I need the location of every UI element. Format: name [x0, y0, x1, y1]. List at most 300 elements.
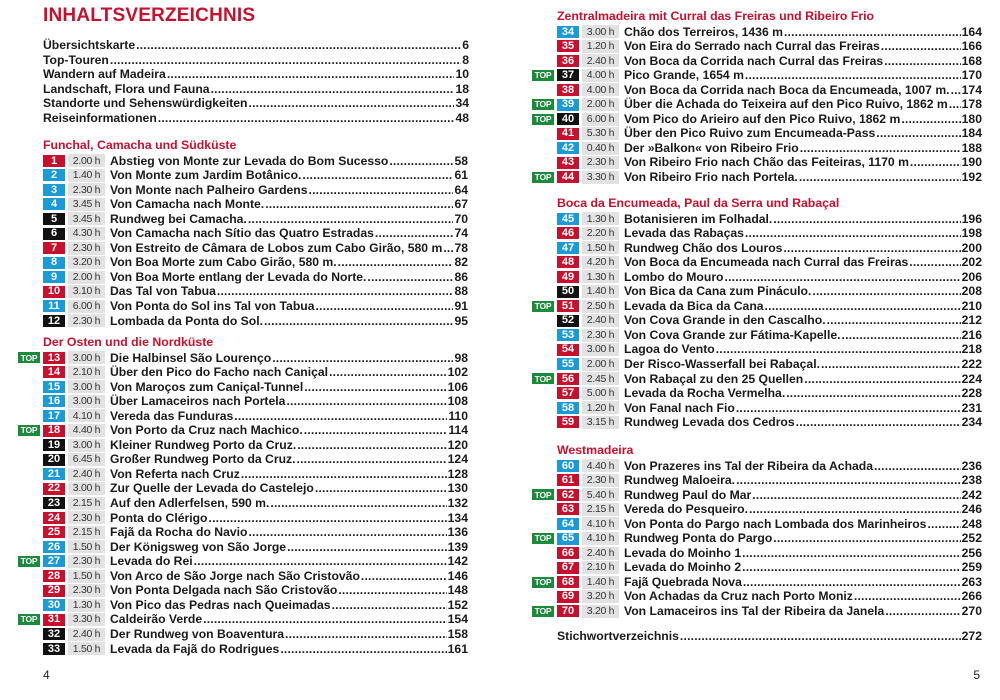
tour-number-badge: 65 [557, 533, 579, 545]
index-page: 272 [961, 629, 982, 643]
tour-entry[interactable] [18, 226, 468, 241]
tour-number-badge: 17 [43, 410, 65, 422]
tour-entry[interactable] [532, 589, 982, 604]
tour-duration: 2.30 h [582, 156, 619, 169]
tour-title: Von Estreito de Câmara de Lobos zum Cabo Girão, 580 m [110, 240, 443, 255]
tour-number-badge: 56 [557, 373, 579, 385]
tour-page: 242 [961, 487, 982, 502]
tour-duration: 2.15 h [68, 526, 105, 539]
tour-page: 164 [961, 24, 982, 39]
toc-entry[interactable] [43, 38, 469, 53]
tour-entry[interactable] [532, 546, 982, 561]
tour-page: 146 [447, 568, 468, 583]
tour-entry[interactable] [532, 473, 982, 488]
tour-page: 58 [454, 153, 468, 168]
tour-page: 202 [961, 255, 982, 270]
tour-entry[interactable] [18, 598, 468, 613]
tour-entry[interactable] [18, 496, 468, 511]
section-heading: Boca da Encumeada, Paul da Serra und Rabaçal [557, 196, 840, 210]
tour-entry[interactable] [18, 642, 468, 657]
dot-leader [217, 284, 454, 299]
toc-entry-label: Top-Touren [43, 52, 109, 67]
tour-number-badge: 28 [43, 570, 65, 582]
section-heading: Westmadeira [557, 443, 634, 457]
tour-entry[interactable] [18, 380, 468, 395]
tour-page: 180 [961, 111, 982, 126]
tour-duration: 1.30 h [582, 212, 619, 225]
dot-leader [951, 83, 961, 98]
dot-leader [949, 97, 961, 112]
tour-page: 88 [454, 284, 468, 299]
tour-entry[interactable] [532, 97, 982, 112]
tour-duration: 2.30 h [68, 511, 105, 524]
dot-leader [332, 598, 447, 613]
tour-number-badge: 63 [557, 503, 579, 515]
tour-number-badge: 27 [43, 555, 65, 567]
dot-leader [821, 357, 961, 372]
tour-number-badge: 2 [43, 169, 65, 181]
tour-title: Großer Rundweg Porto da Cruz. [110, 452, 296, 467]
tour-entry[interactable] [18, 284, 468, 299]
dot-leader [901, 112, 960, 127]
tour-duration: 4.40 h [582, 459, 619, 472]
tour-entry[interactable] [18, 627, 468, 642]
tour-page: 168 [961, 53, 982, 68]
tour-entry[interactable] [532, 284, 982, 299]
dot-leader [234, 409, 447, 424]
tour-title: Vereda do Pesqueiro. [624, 502, 748, 517]
tour-page: 174 [961, 82, 982, 97]
tour-duration: 2.30 h [582, 474, 619, 487]
tour-title: Über Lamaceiros nach Portela [110, 394, 286, 409]
dot-leader [745, 226, 961, 241]
toc-entry[interactable] [43, 82, 469, 97]
tour-entry[interactable] [18, 314, 468, 329]
tour-entry[interactable] [532, 299, 982, 314]
tour-number-badge: 18 [43, 425, 65, 437]
tour-page: 67 [454, 197, 468, 212]
tour-entry[interactable] [532, 401, 982, 416]
tour-number-badge: 24 [43, 512, 65, 524]
tour-number-badge: 39 [557, 99, 579, 111]
tour-title: Lombada da Ponta do Sol. [110, 313, 264, 328]
dot-leader [881, 39, 961, 54]
tour-number-badge: 38 [557, 84, 579, 96]
dot-leader [361, 569, 447, 584]
tour-title: Ponta do Clérigo [110, 510, 208, 525]
tour-entry[interactable] [532, 459, 982, 474]
tour-duration: 3.30 h [68, 613, 105, 626]
section-heading: Der Osten und die Nordküste [43, 335, 214, 349]
tour-title: Der »Balkon« von Ribeiro Frio [624, 140, 799, 155]
tour-duration: 3.15 h [582, 416, 619, 429]
tour-title: Der Königsweg von São Jorge [110, 539, 287, 554]
tour-title: Chão dos Terreiros, 1436 m [624, 24, 783, 39]
tour-entry[interactable] [532, 83, 982, 98]
tour-number-badge: 62 [557, 489, 579, 501]
tour-number-badge: 59 [557, 416, 579, 428]
tour-number-badge: 26 [43, 541, 65, 553]
tour-title: Von Ribeiro Frio nach Chão das Feiteiras, 1170 m [624, 155, 909, 170]
tour-entry[interactable] [532, 141, 982, 156]
tour-entry[interactable] [532, 342, 982, 357]
tour-entry[interactable] [18, 569, 468, 584]
tour-number-badge: 35 [557, 40, 579, 52]
tour-page: 196 [961, 211, 982, 226]
dot-leader [716, 342, 961, 357]
tour-entry[interactable] [532, 488, 982, 503]
tour-title: Vom Pico do Arieiro auf den Pico Ruivo, 1862 m [624, 111, 901, 126]
tour-title: Von Boca da Encumeada nach Curral das Freiras [624, 255, 909, 270]
tour-title: Von Achadas da Cruz nach Porto Moniz [624, 589, 853, 604]
toc-entry-page: 18 [455, 81, 469, 96]
tour-page: 134 [447, 510, 468, 525]
tour-title: Von Prazeres ins Tal der Ribeira da Achada [624, 458, 874, 473]
tour-entry[interactable] [18, 168, 468, 183]
tour-duration: 3.00 h [68, 351, 105, 364]
tour-duration: 3.45 h [68, 212, 105, 225]
tour-entry[interactable] [532, 25, 982, 40]
top-tour-badge: TOP [18, 352, 40, 363]
dot-leader [784, 25, 961, 40]
dot-leader [773, 531, 960, 546]
tour-number-badge: 20 [43, 454, 65, 466]
tour-page: 246 [961, 502, 982, 517]
toc-entry[interactable] [43, 67, 469, 82]
tour-entry[interactable] [18, 154, 468, 169]
tour-entry[interactable] [18, 612, 468, 627]
tour-number-badge: 31 [43, 614, 65, 626]
tour-entry[interactable] [18, 255, 468, 270]
tour-duration: 1.50 h [68, 570, 105, 583]
tour-entry[interactable] [532, 270, 982, 285]
toc-entry-page: 34 [455, 96, 469, 111]
tour-title: Von Boca da Corrida nach Curral das Freiras [624, 53, 884, 68]
tour-title: Caldeirão Verde [110, 612, 203, 627]
tour-duration: 3.30 h [582, 171, 619, 184]
toc-entry-label: Standorte und Sehenswürdigkeiten [43, 96, 248, 111]
tour-page: 114 [448, 423, 468, 438]
tour-page: 82 [454, 255, 468, 270]
tour-entry[interactable] [18, 270, 468, 285]
tour-title: Von Monte zum Jardim Botânico. [110, 168, 302, 183]
tour-duration: 2.15 h [68, 497, 105, 510]
tour-number-badge: 68 [557, 576, 579, 588]
tour-number-badge: 48 [557, 256, 579, 268]
tour-page: 74 [454, 226, 468, 241]
tour-entry[interactable] [532, 357, 982, 372]
tour-duration: 3.10 h [68, 285, 105, 298]
section-heading: Zentralmadeira mit Curral das Freiras und Ribeiro Frio [557, 9, 875, 23]
dot-leader [329, 365, 447, 380]
tour-entry[interactable] [532, 328, 982, 343]
tour-duration: 2.10 h [68, 366, 105, 379]
tour-number-badge: 42 [557, 142, 579, 154]
dot-leader [752, 488, 960, 503]
toc-entry-page: 8 [462, 52, 469, 67]
tour-duration: 2.40 h [582, 547, 619, 560]
dot-leader [375, 226, 454, 241]
tour-page: 106 [447, 379, 468, 394]
tour-entry[interactable] [18, 554, 468, 569]
page-title: INHALTSVERZEICHNIS [43, 5, 256, 26]
tour-duration: 2.30 h [68, 584, 105, 597]
tour-title: Levada do Rei [110, 554, 193, 569]
tour-entry[interactable] [532, 386, 982, 401]
tour-duration: 0.40 h [582, 142, 619, 155]
tour-page: 198 [961, 226, 982, 241]
tour-entry[interactable] [18, 467, 468, 482]
tour-duration: 2.40 h [68, 468, 105, 481]
tour-page: 166 [961, 39, 982, 54]
tour-entry[interactable] [18, 394, 468, 409]
tour-number-badge: 51 [557, 300, 579, 312]
tour-entry[interactable] [532, 575, 982, 590]
tour-title: Von Ponta do Pargo nach Lombada dos Marinheiros [624, 516, 927, 531]
tour-duration: 3.20 h [582, 590, 619, 603]
tour-title: Rundweg Maloeira. [624, 473, 736, 488]
dot-leader [680, 629, 961, 644]
tour-entry[interactable] [532, 372, 982, 387]
tour-entry[interactable] [18, 409, 468, 424]
tour-duration: 2.30 h [582, 329, 619, 342]
dot-leader [885, 604, 960, 619]
tour-title: Von Cova Grande in den Cascalho. [624, 313, 826, 328]
tour-title: Lombo do Mouro [624, 269, 724, 284]
tour-entry[interactable] [532, 241, 982, 256]
tour-entry[interactable] [532, 313, 982, 328]
dot-leader [773, 212, 960, 227]
tour-duration: 2.00 h [68, 271, 105, 284]
tour-duration: 2.30 h [68, 242, 105, 255]
dot-leader [743, 575, 961, 590]
tour-page: 216 [961, 327, 982, 342]
tour-page: 270 [961, 604, 982, 618]
tour-page: 78 [454, 240, 468, 255]
dot-leader [783, 241, 960, 256]
tour-number-badge: 7 [43, 242, 65, 254]
tour-entry[interactable] [532, 155, 982, 170]
tour-number-badge: 60 [557, 460, 579, 472]
toc-entry-label: Übersichtskarte [43, 38, 136, 52]
tour-number-badge: 45 [557, 213, 579, 225]
tour-number-badge: 3 [43, 184, 65, 196]
tour-number-badge: 49 [557, 271, 579, 283]
tour-entry[interactable] [18, 452, 468, 467]
dot-leader [736, 401, 961, 416]
dot-leader [745, 68, 961, 83]
tour-page: 136 [447, 525, 468, 540]
dot-leader [194, 554, 447, 569]
tour-number-badge: 1 [43, 155, 65, 167]
tour-number-badge: 4 [43, 198, 65, 210]
dot-leader [286, 394, 446, 409]
tour-duration: 2.40 h [582, 314, 619, 327]
tour-number-badge: 22 [43, 483, 65, 495]
dot-leader [297, 452, 447, 467]
tour-page: 222 [961, 357, 982, 371]
tour-title: Von Camacha nach Monte. [110, 197, 265, 212]
tour-page: 110 [448, 408, 468, 423]
tour-page: 95 [454, 313, 468, 328]
tour-entry[interactable] [532, 531, 982, 546]
tour-entry[interactable] [18, 525, 468, 540]
tour-entry[interactable] [18, 481, 468, 496]
tour-duration: 3.20 h [582, 605, 619, 618]
tour-entry[interactable] [18, 241, 468, 256]
tour-page: 228 [961, 386, 982, 401]
dot-leader [804, 372, 960, 387]
tour-page: 210 [961, 298, 982, 313]
toc-entry[interactable] [43, 111, 469, 126]
tour-number-badge: 16 [43, 395, 65, 407]
tour-entry[interactable] [18, 365, 468, 380]
tour-page: 108 [447, 394, 468, 409]
tour-page: 70 [454, 211, 468, 226]
tour-page: 178 [961, 97, 982, 112]
dot-leader [302, 168, 453, 183]
top-tour-badge: TOP [532, 301, 554, 312]
tour-page: 188 [961, 140, 982, 155]
tour-title: Vereda das Funduras [110, 408, 234, 423]
tour-number-badge: 41 [557, 128, 579, 140]
tour-title: Von Boca da Corrida nach Boca da Encumeada, 1007 m. [624, 82, 950, 97]
tour-entry[interactable] [18, 197, 468, 212]
tour-number-badge: 14 [43, 366, 65, 378]
toc-entry-page: 48 [455, 111, 469, 125]
dot-leader [725, 270, 961, 285]
dot-leader [285, 627, 447, 642]
section-heading: Funchal, Camacha und Südküste [43, 138, 237, 152]
dot-leader [910, 155, 961, 170]
dot-leader [315, 481, 447, 496]
tour-title: Der Rundweg von Boaventura [110, 626, 285, 641]
dot-leader [272, 351, 453, 366]
page-number-left: 4 [43, 668, 50, 682]
tour-entry[interactable] [18, 212, 468, 227]
tour-title: Von Monte nach Palheiro Gardens [110, 182, 308, 197]
tour-page: 266 [961, 589, 982, 604]
tour-entry[interactable] [532, 126, 982, 141]
dot-leader [280, 642, 446, 657]
tour-duration: 1.50 h [582, 241, 619, 254]
tour-entry[interactable] [18, 299, 468, 314]
tour-title: Von Arco de São Jorge nach São Cristovão [110, 568, 360, 583]
tour-number-badge: 23 [43, 497, 65, 509]
tour-title: Rundweg bei Camacha. [110, 211, 247, 226]
dot-leader [209, 511, 447, 526]
tour-title: Von Ponta Delgada nach São Cristovão [110, 583, 338, 598]
tour-number-badge: 21 [43, 468, 65, 480]
tour-entry[interactable] [532, 255, 982, 270]
tour-page: 130 [447, 481, 468, 496]
dot-leader [304, 380, 446, 395]
tour-title: Von Eira do Serrado nach Curral das Freiras [624, 39, 880, 54]
tour-title: Von Ribeiro Frio nach Portela. [624, 170, 798, 184]
tour-number-badge: 57 [557, 387, 579, 399]
tour-title: Das Tal von Tabua [110, 284, 216, 299]
dot-leader [297, 438, 446, 453]
tour-number-badge: 44 [557, 171, 579, 183]
tour-duration: 1.40 h [582, 285, 619, 298]
tour-entry[interactable] [532, 226, 982, 241]
dot-leader [765, 299, 961, 314]
tour-entry[interactable] [532, 112, 982, 127]
top-tour-badge: TOP [532, 99, 554, 110]
top-tour-badge: TOP [18, 614, 40, 625]
tour-entry[interactable] [18, 511, 468, 526]
tour-title: Von Maroços zum Caniçal-Tunnel [110, 379, 304, 394]
tour-entry[interactable] [532, 502, 982, 517]
tour-page: 124 [447, 452, 468, 467]
tour-entry[interactable] [532, 68, 982, 83]
tour-title: Fajã Quebrada Nova [624, 574, 742, 589]
tour-duration: 1.20 h [582, 401, 619, 414]
dot-leader [304, 423, 448, 438]
tour-entry[interactable] [18, 540, 468, 555]
tour-entry[interactable] [532, 415, 982, 430]
top-tour-badge: TOP [532, 489, 554, 500]
tour-number-badge: 6 [43, 228, 65, 240]
tour-number-badge: 30 [43, 599, 65, 611]
tour-duration: 2.40 h [582, 54, 619, 67]
tour-title: Levada da Rocha Vermelha. [624, 386, 786, 401]
tour-duration: 3.00 h [582, 343, 619, 356]
tour-entry[interactable] [18, 351, 468, 366]
tour-title: Lagoa do Vento [624, 342, 715, 357]
tour-entry[interactable] [532, 517, 982, 532]
dot-leader [265, 197, 453, 212]
dot-leader [338, 255, 454, 270]
tour-page: 190 [961, 155, 982, 170]
tour-number-badge: 64 [557, 518, 579, 530]
tour-entry[interactable] [532, 560, 982, 575]
tour-page: 200 [961, 240, 982, 255]
tour-number-badge: 40 [557, 113, 579, 125]
tour-duration: 2.15 h [582, 503, 619, 516]
index-entry[interactable] [557, 629, 982, 644]
tour-entry[interactable] [18, 423, 468, 438]
tour-duration: 4.00 h [582, 69, 619, 82]
tour-entry[interactable] [532, 170, 982, 185]
tour-entry[interactable] [532, 212, 982, 227]
tour-duration: 6.45 h [68, 453, 105, 466]
tour-number-badge: 19 [43, 439, 65, 451]
dot-leader [812, 284, 960, 299]
top-tour-badge: TOP [532, 373, 554, 384]
tour-duration: 1.40 h [68, 169, 105, 182]
dot-leader [884, 54, 960, 69]
tour-page: 236 [961, 458, 982, 473]
tour-number-badge: 8 [43, 257, 65, 269]
tour-entry[interactable] [532, 39, 982, 54]
dot-leader [241, 467, 447, 482]
dot-leader [309, 183, 454, 198]
toc-entry[interactable] [43, 96, 469, 111]
dot-leader [315, 299, 453, 314]
tour-entry[interactable] [532, 604, 982, 619]
tour-entry[interactable] [18, 183, 468, 198]
dot-leader [876, 126, 960, 141]
tour-entry[interactable] [532, 54, 982, 69]
dot-leader [211, 82, 455, 97]
tour-title: Von Boa Morte zum Cabo Girão, 580 m. [110, 255, 337, 270]
tour-page: 154 [447, 612, 468, 627]
toc-entry[interactable] [43, 53, 469, 68]
tour-entry[interactable] [18, 438, 468, 453]
tour-duration: 2.30 h [68, 555, 105, 568]
tour-entry[interactable] [18, 583, 468, 598]
